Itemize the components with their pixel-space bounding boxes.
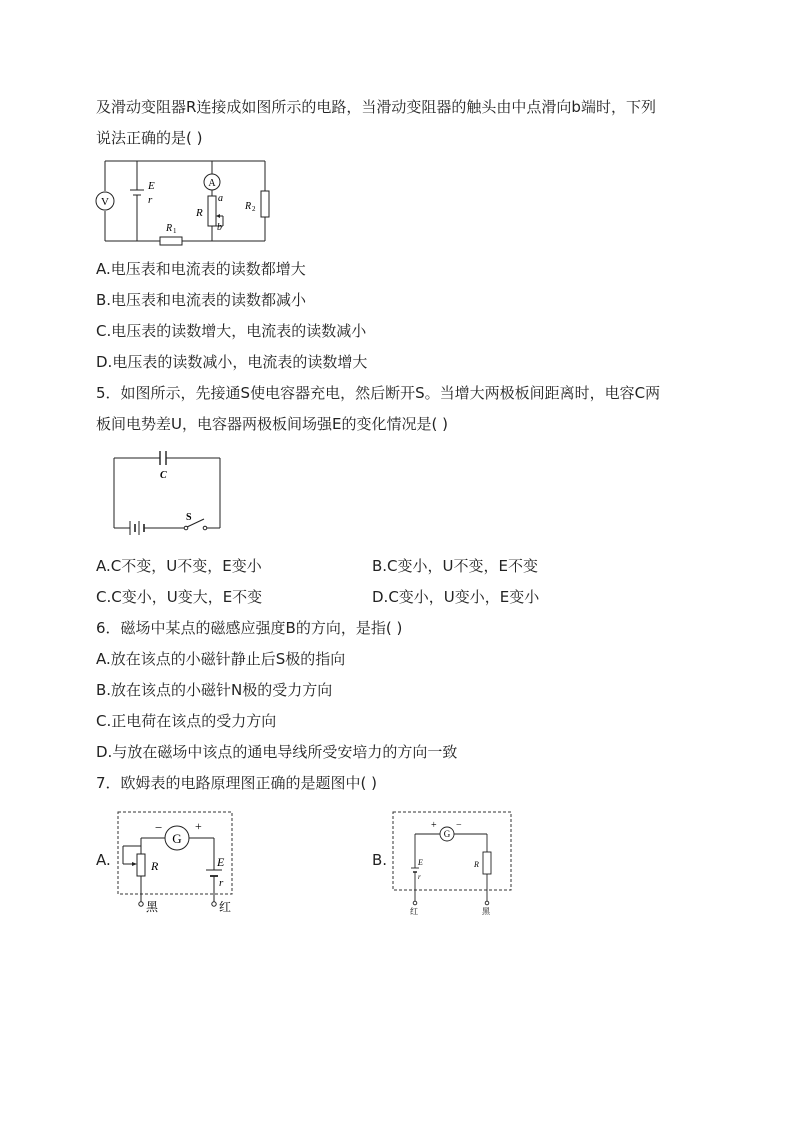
q4-option-a: A.电压表和电流表的读数都增大 [96,260,306,278]
q4-voltmeter [96,192,114,210]
q7-stem: 7．欧姆表的电路原理图正确的是题图中( ) [96,774,378,792]
q4-circuit-diagram [90,158,280,248]
q7-option-a-label: A. [96,851,111,869]
q7b-r-label: R [474,860,479,869]
q4-option-b: B.电压表和电流表的读数都减小 [96,291,307,309]
q7b-e-label: E [418,858,423,867]
q6-option-a: A.放在该点的小磁针静止后S极的指向 [96,650,346,668]
q4-option-c: C.电压表的读数增大，电流表的读数减小 [96,322,367,340]
q5-capacitor-circuit-diagram [108,448,228,532]
q7b-red-terminal [413,901,417,905]
q7-option-b-label: B. [372,851,388,869]
q7a-red-label: 红 [219,900,232,914]
q4-stem-line2: 说法正确的是( ) [96,129,203,147]
q7b-galvanometer-label: G [443,829,451,839]
svg-text:V: V [101,196,109,208]
q5-option-c: C.C变小，U变大，E不变 [96,588,263,606]
q4-stem-line1: 及滑动变阻器R连接成如图所示的电路，当滑动变阻器的触头由中点滑向b端时，下列 [96,98,656,116]
svg-text:1: 1 [173,227,177,235]
q4-battery-labels [147,180,155,206]
svg-text:R: R [196,207,203,219]
q6-stem: 6．磁场中某点的磁感应强度B的方向，是指( ) [96,619,403,637]
q6-option-b: B.放在该点的小磁针N极的受力方向 [96,681,333,699]
q5-stem-line2: 板间电势差U，电容器两极板间场强E的变化情况是( ) [96,415,448,433]
q7b-plus-label: + [431,820,437,831]
q5-option-d: D.C变小，U变小，E变小 [372,588,540,606]
q7a-r-small-label: r [219,877,224,889]
svg-text:E: E [148,180,155,192]
q7a-minus-label: − [155,820,163,835]
q7a-galvanometer-label: G [172,831,182,846]
svg-text:a: a [218,193,223,204]
q4-option-d: D.电压表的读数减小，电流表的读数增大 [96,353,368,371]
q7b-minus-label: − [456,820,462,831]
svg-text:b: b [217,222,222,233]
q7-ohmmeter-diagram-a [115,810,240,914]
q7b-black-terminal [485,901,489,905]
q5-switch-label: S [186,512,192,523]
q7-ohmmeter-diagram-b [390,810,515,914]
q6-option-d: D.与放在磁场中该点的通电导线所受安培力的方向一致 [96,743,458,761]
svg-text:2: 2 [252,205,256,213]
q7a-red-terminal [212,902,216,906]
q7b-black-label: 黑 [482,907,490,916]
q7a-e-label: E [217,855,225,869]
svg-text:A: A [208,178,216,189]
q4-resistor-r2 [244,191,269,217]
q4-rheostat [195,193,223,233]
q7a-r-label: R [151,859,159,873]
q5-stem-line1: 5．如图所示，先接通S使电容器充电，然后断开S。当增大两极板间距离时，电容C两 [96,384,661,402]
q5-option-b: B.C变小，U不变，E不变 [372,557,538,575]
q4-ammeter [204,174,220,190]
q7a-plus-label: + [195,819,202,833]
svg-text:R: R [166,223,173,234]
q5-capacitor-label: C [160,470,167,481]
q7b-r-small-label: r [418,873,421,881]
q5-option-a: A.C不变，U不变，E变小 [96,557,262,575]
q7b-red-label: 红 [410,907,418,916]
svg-text:R: R [245,201,252,212]
q6-option-c: C.正电荷在该点的受力方向 [96,712,277,730]
q7a-black-terminal [139,902,143,906]
svg-text:r: r [148,194,153,206]
q7a-black-label: 黑 [146,900,159,914]
